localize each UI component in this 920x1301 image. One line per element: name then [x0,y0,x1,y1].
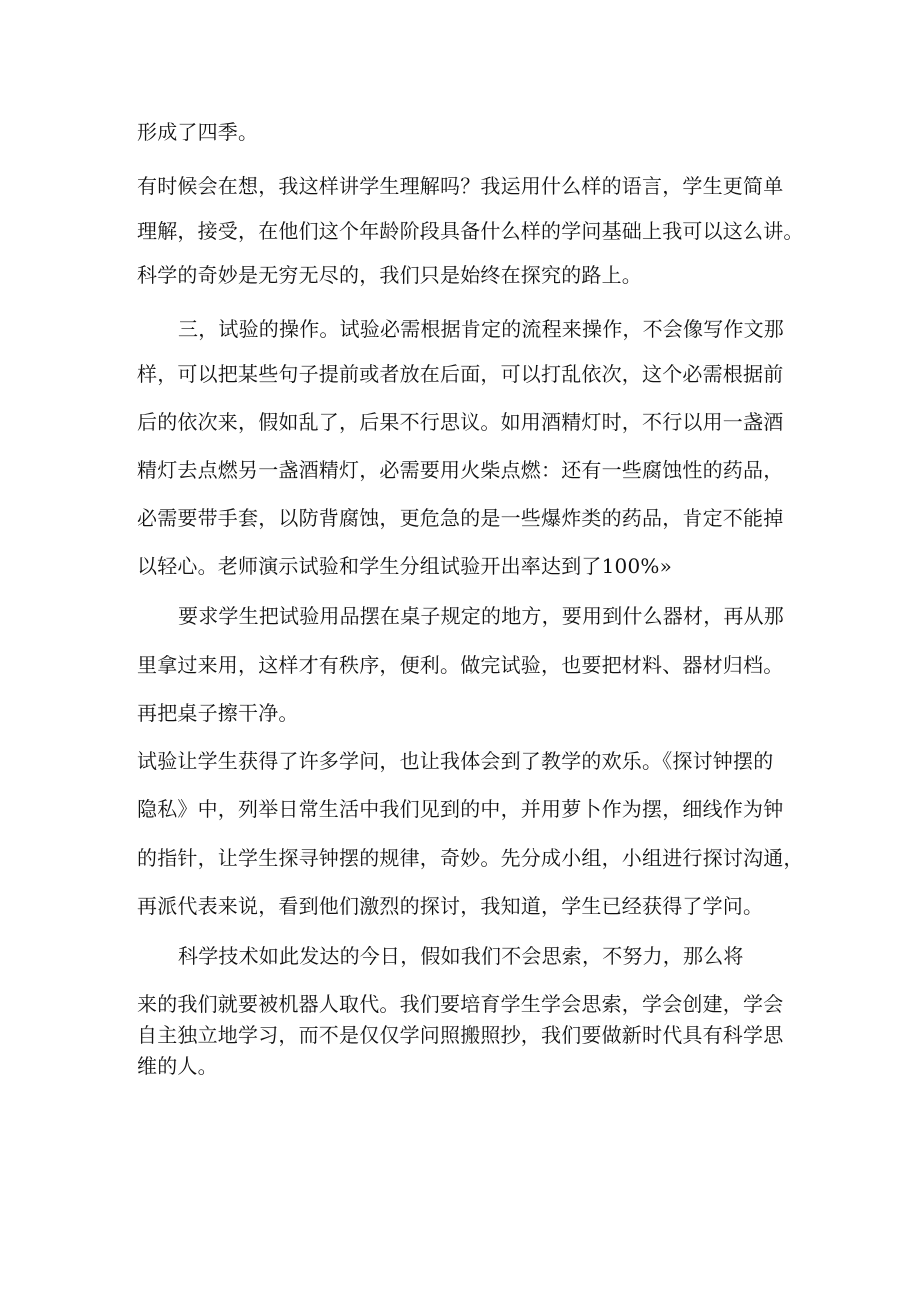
text-line: 以轻心。老师演示试验和学生分组试验开出率达到了100%» [137,554,673,578]
text-line: 科学的奇妙是无穷无尽的，我们只是始终在探究的路上。 [137,263,642,287]
text-line: 形成了四季。 [137,120,259,144]
text-line: 自主独立地学习，而不是仅仅学问照搬照抄，我们要做新时代具有科学思 [137,1023,784,1047]
text-line: 有时候会在想，我这样讲学生理解吗？我运用什么样的语言，学生更简单 [137,174,784,198]
text-line: 维的人。 [137,1054,218,1078]
text-line: 要求学生把试验用品摆在桌子规定的地方，要用到什么器材，再从那 [178,604,784,628]
text-line: 精灯去点燃另一盏酒精灯，必需要用火柴点燃：还有一些腐蚀性的药品， [137,458,784,482]
text-line: 隐私》中，列举日常生活中我们见到的中，并用萝卜作为摆，细线作为钟 [137,797,784,821]
text-line: 样，可以把某些句子提前或者放在后面，可以打乱依次，这个必需根据前 [137,362,784,386]
text-line: 来的我们就要被机器人取代。我们要培育学生学会思索，学会创建，学会 [137,992,784,1016]
text-line: 再派代表来说，看到他们激烈的探讨，我知道，学生已经获得了学问。 [137,894,764,918]
text-line: 理解，接受，在他们这个年龄阶段具备什么样的学问基础上我可以这么讲。 [137,219,804,243]
text-line: 再把桌子擦干净。 [137,701,299,725]
text-line: 必需要带手套，以防背腐蚀，更危急的是一些爆炸类的药品，肯定不能掉 [137,506,784,530]
text-line: 科学技术如此发达的今日，假如我们不会思索，不努力，那么将 [178,944,744,968]
text-line: 三，试验的操作。试验必需根据肯定的流程来操作，不会像写作文那 [178,317,784,341]
text-line: 试验让学生获得了许多学问，也让我体会到了教学的欢乐。《探讨钟摆的 [137,749,774,773]
text-line: 的指针，让学生探寻钟摆的规律，奇妙。先分成小组，小组进行探讨沟通， [137,846,804,870]
text-line: 里拿过来用，这样才有秩序，便利。做完试验，也要把材料、器材归档。 [137,653,784,677]
text-line: 后的依次来，假如乱了，后果不行思议。如用酒精灯时，不行以用一盏酒 [137,410,784,434]
